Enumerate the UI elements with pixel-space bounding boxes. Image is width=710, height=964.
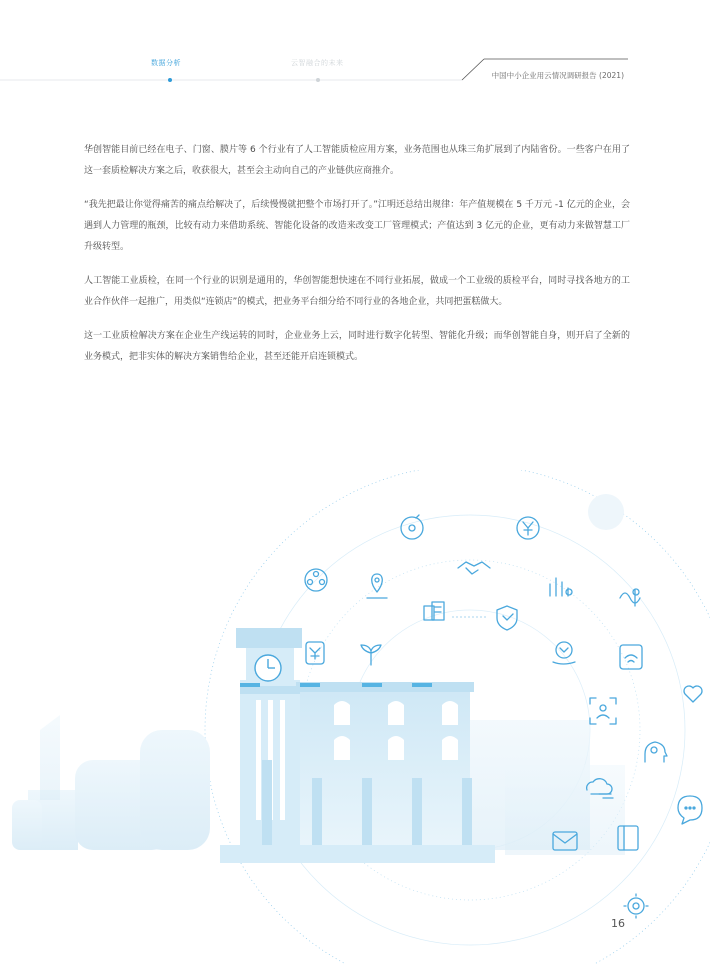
voice-wave-icon — [620, 589, 640, 606]
document-icon — [424, 602, 444, 620]
smart-factory-illustration — [0, 470, 710, 964]
factory-building — [220, 628, 495, 863]
paragraph: “我先把最让你觉得痛苦的痛点给解决了，后续慢慢就把整个市场打开了。”江明还总结出规律：年产值规模在 5 千万元 -1 亿元的企业，会遇到人力管理的瓶颈，比较有动力来借助系统、智能化设备的改造来改变工厂管理模式；产值达到 3 亿元的企业，更有动力来做智慧工厂升级转型。 — [84, 200, 630, 252]
tab-data-analysis[interactable]: 数据分析 — [151, 59, 181, 67]
heart-icon — [684, 686, 702, 702]
sprout-icon — [361, 645, 381, 665]
face-scan-icon — [590, 698, 616, 724]
report-title: 中国中小企业用云情况调研报告 (2021) — [491, 71, 624, 80]
paragraph: 这一工业质检解决方案在企业生产线运转的同时，企业业务上云，同时进行数字化转型、智能化升级；而华创智能自身，则开启了全新的业务模式，把非实体的解决方案销售给企业，甚至还能开启连锁模式。 — [84, 331, 630, 362]
music-disc-icon — [401, 515, 423, 539]
page-header — [0, 0, 710, 95]
handshake-icon — [458, 562, 490, 574]
paragraph: 华创智能目前已经在电子、门窗、膜片等 6 个行业有了人工智能质检应用方案，业务范围也从珠三角扩展到了内陆省份。一些客户在用了这一套质检解决方案之后，收获很大，甚至会主动向自己的产业链供应商推介。 — [84, 145, 630, 176]
tab-cloud-ai-future[interactable]: 云智融合的未来 — [291, 59, 344, 67]
active-tab-dot — [168, 78, 172, 82]
yen-jar-icon — [306, 642, 324, 664]
page-number: 16 — [611, 917, 625, 930]
article-body — [84, 140, 630, 381]
bar-chart-icon — [550, 578, 572, 596]
coin-hand-icon — [553, 642, 575, 664]
location-pin-icon — [367, 574, 387, 598]
chat-bubble-icon — [678, 796, 702, 824]
bubble-decoration — [588, 494, 624, 530]
gear-icon — [624, 894, 648, 918]
paragraph: 人工智能工业质检，在同一个行业的识别是通用的，华创智能想快速在不同行业拓展，做成一个工业级的质检平台，同时寻找各地方的工业合作伙伴一起推广，用类似“连锁店”的模式，把业务平台细分给不同行业的各地企业，共同把蛋糕做大。 — [84, 276, 630, 307]
head-brain-icon — [645, 742, 667, 762]
inactive-tab-dot — [316, 78, 320, 82]
yen-coin-icon — [517, 517, 539, 539]
